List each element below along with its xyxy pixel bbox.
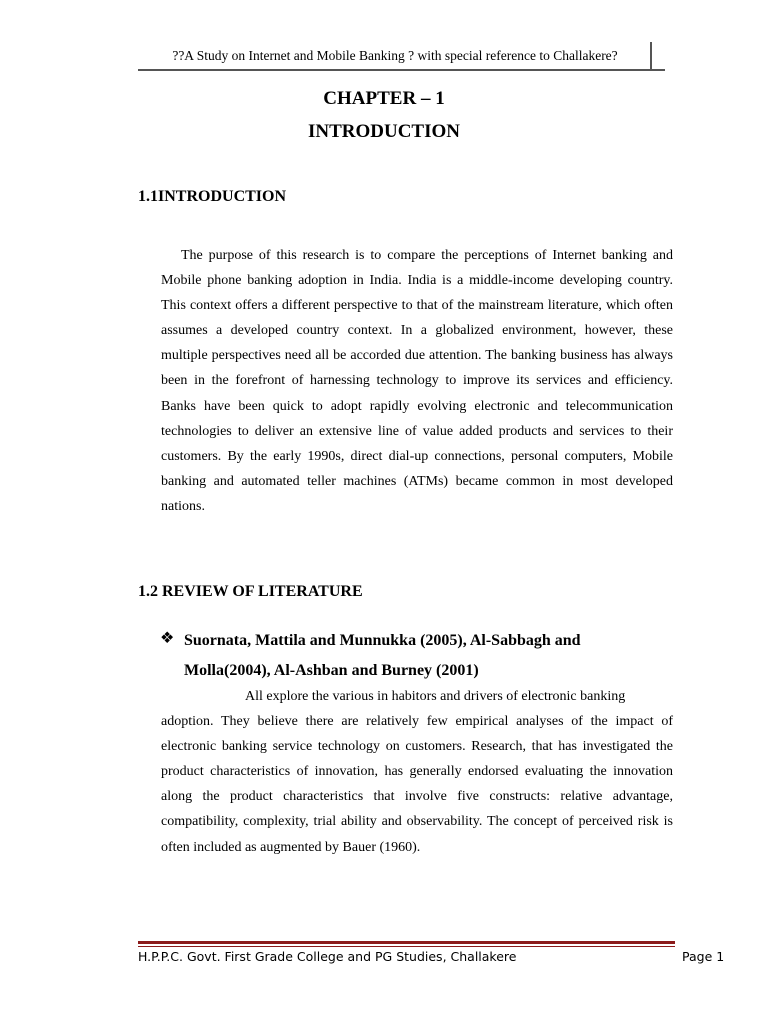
- footer-rule-thick: [138, 941, 675, 944]
- literature-paragraph: [161, 684, 673, 860]
- header-corner-rule: [650, 42, 652, 71]
- introduction-paragraph: [161, 243, 673, 519]
- running-header: ??A Study on Internet and Mobile Banking ? with special reference to Challakere?: [172, 48, 618, 63]
- footer-institution: H.P.P.C. Govt. First Grade College and PG Studies, Challakere: [138, 949, 517, 964]
- literature-paragraph-text: adoption. They believe there are relatively few empirical analyses of the impact of electronic banking service technology on customers. Research, that has investigated the product characteristics of innovation, has generally endorsed evaluating the innovation along the product characteristics that involve five constructs: relative advantage, compatibility, complexity, trial ability and observability. The concept of perceived risk is often included as augmented by Bauer (1960).: [161, 714, 673, 855]
- chapter-number: CHAPTER – 1: [323, 88, 445, 109]
- literature-paragraph-lead: All explore the various in habitors and drivers of electronic banking: [245, 689, 626, 704]
- chapter-title: INTRODUCTION: [307, 121, 461, 142]
- section-heading-introduction: 1.1INTRODUCTION: [138, 188, 287, 205]
- section-heading-review: 1.2 REVIEW OF LITERATURE: [138, 583, 363, 600]
- literature-citation-title: Suornata, Mattila and Munnukka (2005), Al-Sabbagh and Molla(2004), Al-Ashban and Burney (2001): [184, 632, 581, 679]
- footer-rule-thin: [138, 946, 675, 947]
- page-number: Page 1: [682, 949, 725, 964]
- header-rule: [138, 69, 665, 71]
- introduction-paragraph-text: The purpose of this research is to compare the perceptions of Internet banking and Mobile phone banking adoption in India. India is a middle-income developing country. This context offers a different perspective to that of the mainstream literature, which often assumes a developed country context. In a globalized environment, however, these multiple perspectives need all be accorded due attention. The banking business has always been in the forefront of harnessing technology to improve its services and efficiency. Banks have been quick to adopt rapidly evolving electronic and telecommunication technologies to deliver an extensive line of value added products and services to their customers. By the early 1990s, direct dial-up connections, personal computers, Mobile banking and automated teller machines (ATMs) became common in most developed nations.: [161, 248, 673, 514]
- diamond-bullet-icon: ❖: [160, 630, 175, 647]
